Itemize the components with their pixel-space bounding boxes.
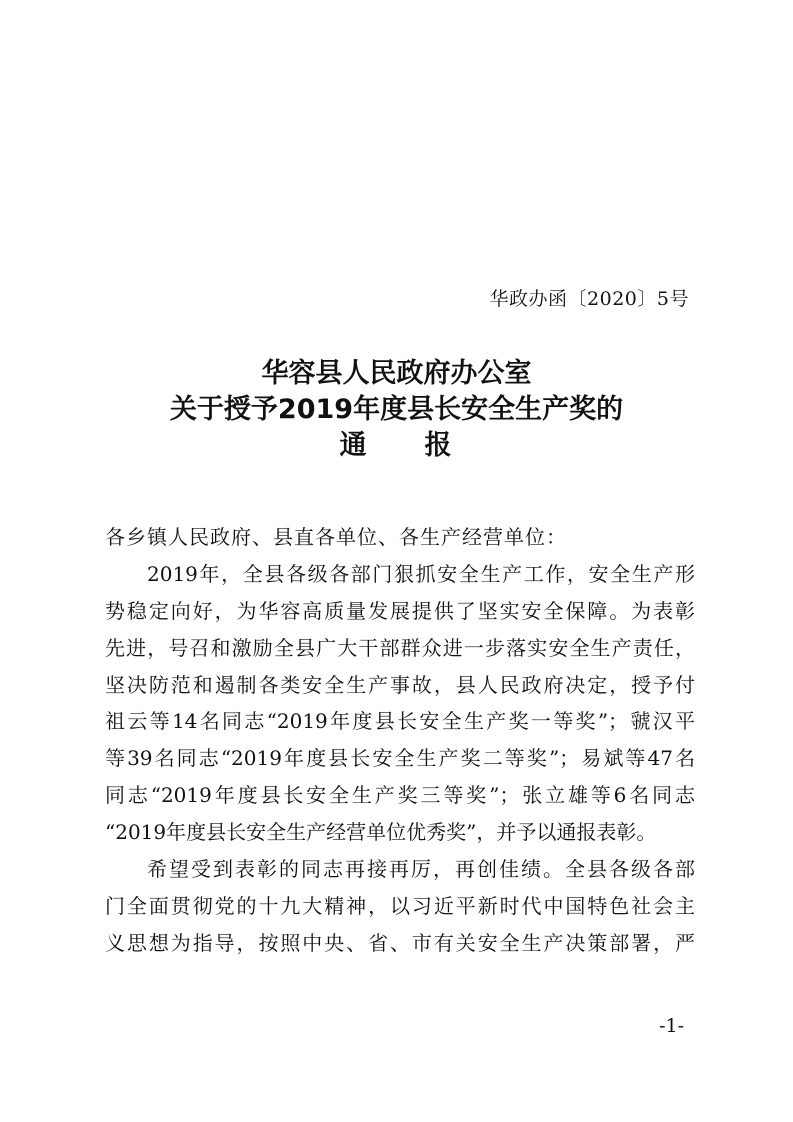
document-title	[0, 356, 793, 464]
paragraph-2-line: 义思想为指导，按照中央、省、市有关安全生产决策部署，严	[105, 930, 695, 955]
salutation: 各乡镇人民政府、县直各单位、各生产经营单位：	[105, 525, 567, 549]
paragraph-1-line: 等39名同志“2019年度县长安全生产奖二等奖”；易斌等47名	[105, 746, 695, 771]
title-line-3	[0, 428, 793, 464]
paragraph-2-line: 门全面贯彻党的十九大精神，以习近平新时代中国特色社会主	[105, 893, 695, 918]
paragraph-1-line: 祖云等14名同志“2019年度县长安全生产奖一等奖”；虢汉平	[105, 709, 695, 734]
paragraph-1-line: 同志“2019年度县长安全生产奖三等奖”；张立雄等6名同志	[105, 783, 695, 808]
paragraph-1-line: 势稳定向好，为华容高质量发展提供了坚实安全保障。为表彰	[105, 598, 695, 623]
paragraph-1-line: 先进，号召和激励全县广大干部群众进一步落实安全生产责任，	[105, 635, 695, 660]
page-number: -1-	[659, 1015, 684, 1037]
paragraph-1-line: 2019年，全县各级各部门狠抓安全生产工作，安全生产形	[147, 561, 695, 586]
title-line-1: 华容县人民政府办公室	[261, 358, 532, 389]
title-line-3-part-2: 报	[424, 430, 454, 461]
paragraph-1-line: 坚决防范和遏制各类安全生产事故，县人民政府决定，授予付	[105, 672, 695, 697]
document-number: 华政办函〔2020〕5号	[489, 288, 689, 310]
document-body	[105, 519, 695, 962]
paragraph-2-line: 希望受到表彰的同志再接再厉，再创佳绩。全县各级各部	[147, 857, 695, 882]
title-line-2: 关于授予2019年度县长安全生产奖的	[169, 394, 624, 425]
title-line-3-part-1: 通	[339, 430, 369, 461]
paragraph-1-line: “2019年度县长安全生产经营单位优秀奖”，并予以通报表彰。	[105, 820, 657, 845]
